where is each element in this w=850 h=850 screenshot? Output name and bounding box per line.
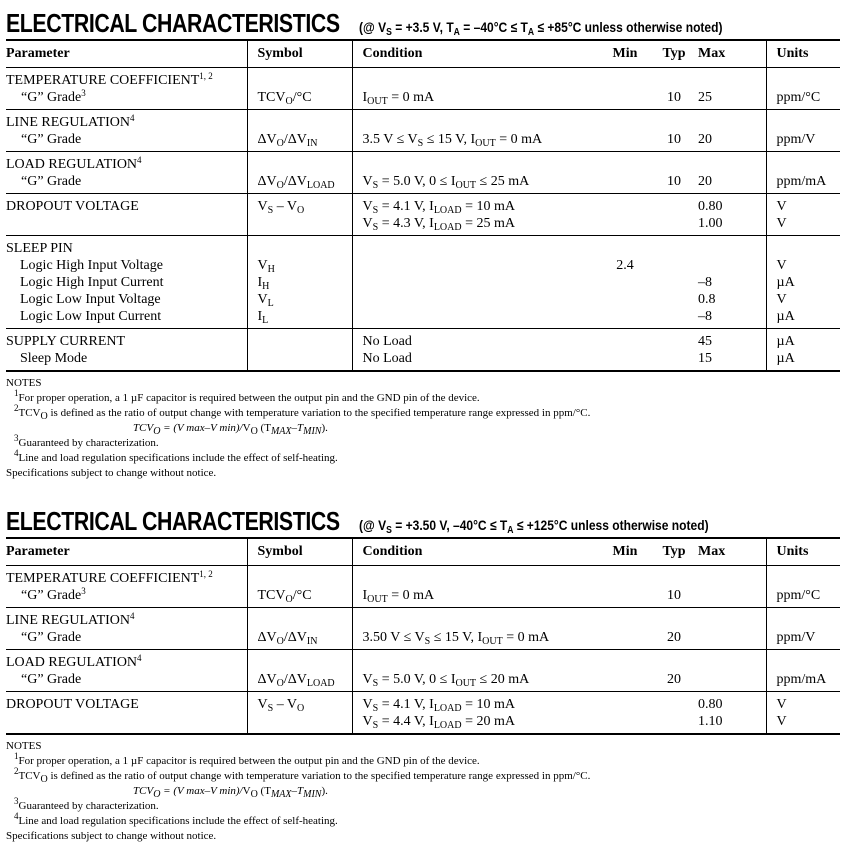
header-parameter: Parameter xyxy=(6,544,70,559)
max-cell: 0.8 xyxy=(698,292,716,307)
condition-cell: $I_{OUT} = 0$ mA xyxy=(362,588,435,605)
param-subname: Logic Low Input Current xyxy=(20,309,162,324)
test-condition: (@ $V_S = +3.50$ V, $-40^\circ C \le T_A \le +125^\circ C$ unless otherwise noted) xyxy=(358,517,709,536)
param-subname: “G” Grade$^3$ xyxy=(21,586,86,603)
param-name: DROPOUT VOLTAGE xyxy=(6,199,139,214)
units-cell: V xyxy=(776,292,787,307)
table-row xyxy=(6,608,840,650)
symbol-cell: $V_L$ xyxy=(257,292,274,309)
units-cell: V xyxy=(776,714,787,729)
param-name: SUPPLY CURRENT xyxy=(6,334,126,349)
condition-cell: No Load xyxy=(362,334,412,349)
condition-cell: 3.50 $V \le V_S \le 15$ V, $I_{OUT} = 0$ mA xyxy=(362,630,550,647)
typ-cell: 10 xyxy=(667,588,681,603)
param-subname: “G” Grade$^3$ xyxy=(21,88,86,105)
min-cell xyxy=(600,587,650,604)
symbol-cell: $I_L$ xyxy=(257,309,269,326)
table-row xyxy=(6,329,840,372)
header-min: Min xyxy=(612,544,638,559)
table-header-row xyxy=(6,538,840,566)
section-header xyxy=(6,502,840,534)
param-name: TEMPERATURE COEFFICIENT$^{1, 2}$ xyxy=(6,71,213,88)
typ-cell: 20 xyxy=(667,672,681,687)
header-units: Units xyxy=(766,40,840,68)
note-3: $^3$Guaranteed by characterization. xyxy=(14,796,159,812)
param-subname: Logic Low Input Voltage xyxy=(20,292,161,307)
notes-block xyxy=(6,739,840,844)
note-formula: $TCV_O = (V$ max–V $\min)/V_O$ $(T_{MAX}-T_{MIN})$. xyxy=(133,422,328,437)
notes-heading: NOTES xyxy=(6,740,42,752)
header-max: Max xyxy=(698,544,726,559)
units-cell: ppm/V xyxy=(776,132,816,147)
condition-cell: 3.5 $V \le V_S \le 15$ V, $I_{OUT} = 0$ mA xyxy=(362,132,543,149)
condition-cell: $V_S = 4.4$ V, $I_{LOAD} = 20$ mA xyxy=(362,714,515,731)
header-typ: Typ xyxy=(662,544,686,559)
param-name: LOAD REGULATION$^4$ xyxy=(6,653,142,670)
table-row xyxy=(6,236,840,329)
spec-table xyxy=(6,39,840,372)
symbol-cell: $TCV_O/^\circ C$ xyxy=(257,90,312,107)
min-cell xyxy=(600,291,650,308)
symbol-cell: $I_H$ xyxy=(257,275,270,292)
max-cell xyxy=(698,671,766,688)
param-name: SLEEP PIN xyxy=(6,241,73,256)
header-typ: Typ xyxy=(662,46,686,61)
table-row xyxy=(6,110,840,152)
max-cell: –8 xyxy=(698,309,712,324)
units-cell: ppm/mA xyxy=(776,174,827,189)
condition-cell: $V_S = 4.1$ V, $I_{LOAD} = 10$ mA xyxy=(362,199,515,216)
param-subname: “G” Grade xyxy=(21,132,82,147)
max-cell: 1.00 xyxy=(698,216,723,231)
symbol-cell: $V_H$ xyxy=(257,258,275,275)
units-cell: V xyxy=(776,199,787,214)
table-row xyxy=(6,692,840,735)
header-condition: Condition xyxy=(352,538,600,566)
param-subname: Logic High Input Current xyxy=(20,275,164,290)
min-cell xyxy=(600,173,650,190)
param-subname: “G” Grade xyxy=(21,630,82,645)
header-condition: Condition xyxy=(352,40,600,68)
header-min: Min xyxy=(612,46,638,61)
condition-cell: $V_S = 4.3$ V, $I_{LOAD} = 25$ mA xyxy=(362,216,515,233)
units-cell: ppm/V xyxy=(776,630,816,645)
param-subname: Sleep Mode xyxy=(20,351,88,366)
param-name: TEMPERATURE COEFFICIENT$^{1, 2}$ xyxy=(6,569,213,586)
units-cell: µA xyxy=(776,309,795,324)
condition-cell: $V_S = 5.0$ V, $0 \le I_{OUT} \le 20$ mA xyxy=(362,672,530,689)
spec-section-1 xyxy=(6,4,840,481)
table-row xyxy=(6,152,840,194)
header-symbol: Symbol xyxy=(247,40,352,68)
notes-footer: Specifications subject to change without notice. xyxy=(6,467,217,479)
symbol-cell: $TCV_O/^\circ C$ xyxy=(257,588,312,605)
table-row xyxy=(6,566,840,608)
spec-table xyxy=(6,537,840,735)
param-name: LINE REGULATION$^4$ xyxy=(6,113,135,130)
max-cell: –8 xyxy=(698,275,712,290)
table-row xyxy=(6,650,840,692)
symbol-cell: $\Delta V_O/\Delta V_{LOAD}$ xyxy=(257,672,335,689)
header-units: Units xyxy=(766,538,840,566)
max-cell: 25 xyxy=(698,90,712,105)
units-cell: µA xyxy=(776,351,795,366)
max-cell: 15 xyxy=(698,351,712,366)
units-cell: ppm/°C xyxy=(776,588,821,603)
header-max: Max xyxy=(698,46,726,61)
min-cell: 2.4 xyxy=(616,258,634,273)
param-subname: Logic High Input Voltage xyxy=(20,258,163,273)
section-header xyxy=(6,4,840,36)
symbol-cell: $\Delta V_O/\Delta V_{LOAD}$ xyxy=(257,174,335,191)
max-cell: 20 xyxy=(698,132,712,147)
note-1: $^1$For proper operation, a 1 µF capacitor is required between the output pin and the GND pin of the device. xyxy=(14,751,480,767)
table-header-row xyxy=(6,40,840,68)
param-subname: “G” Grade xyxy=(21,672,82,687)
notes-footer: Specifications subject to change without notice. xyxy=(6,830,217,842)
table-row xyxy=(6,194,840,236)
param-name: DROPOUT VOLTAGE xyxy=(6,697,139,712)
units-cell: ppm/mA xyxy=(776,672,827,687)
max-cell xyxy=(698,587,766,604)
units-cell: µA xyxy=(776,275,795,290)
param-name: LOAD REGULATION$^4$ xyxy=(6,155,142,172)
param-name: LINE REGULATION$^4$ xyxy=(6,611,135,628)
max-cell: 1.10 xyxy=(698,714,723,729)
condition-cell: No Load xyxy=(362,351,412,366)
units-cell: ppm/°C xyxy=(776,90,821,105)
units-cell: V xyxy=(776,258,787,273)
units-cell: µA xyxy=(776,334,795,349)
note-4: $^4$Line and load regulation specifications include the effect of self-heating. xyxy=(14,811,338,827)
max-cell: 0.80 xyxy=(698,199,723,214)
typ-cell: 20 xyxy=(667,630,681,645)
units-cell: V xyxy=(776,697,787,712)
max-cell: 45 xyxy=(698,334,712,349)
max-cell: 0.80 xyxy=(698,697,723,712)
note-4: $^4$Line and load regulation specifications include the effect of self-heating. xyxy=(14,448,338,464)
min-cell xyxy=(600,629,650,646)
symbol-cell: $\Delta V_O/\Delta V_{IN}$ xyxy=(257,630,318,647)
param-subname: “G” Grade xyxy=(21,174,82,189)
notes-block xyxy=(6,376,840,481)
table-row xyxy=(6,68,840,110)
max-cell xyxy=(698,629,766,646)
min-cell xyxy=(600,274,650,291)
symbol-cell: $\Delta V_O/\Delta V_{IN}$ xyxy=(257,132,318,149)
min-cell xyxy=(600,89,650,106)
note-2: $^2TCV_O$ is defined as the ratio of output change with temperature variation to the specified temperature range expressed in ppm/°C. xyxy=(14,403,591,422)
typ-cell: 10 xyxy=(667,90,681,105)
note-1: $^1$For proper operation, a 1 µF capacitor is required between the output pin and the GND pin of the device. xyxy=(14,388,480,404)
typ-cell: 10 xyxy=(667,132,681,147)
min-cell xyxy=(600,131,650,148)
units-cell: V xyxy=(776,216,787,231)
note-2: $^2TCV_O$ is defined as the ratio of output change with temperature variation to the specified temperature range expressed in ppm/°C. xyxy=(14,766,591,785)
spec-section-2 xyxy=(6,502,840,844)
condition-cell: $V_S = 5.0$ V, $0 \le I_{OUT} \le 25$ mA xyxy=(362,174,530,191)
note-3: $^3$Guaranteed by characterization. xyxy=(14,433,159,449)
section-title: ELECTRICAL CHARACTERISTICS xyxy=(6,506,340,536)
symbol-cell: $V_S - V_O$ xyxy=(257,697,305,714)
min-cell xyxy=(600,671,650,688)
section-title: ELECTRICAL CHARACTERISTICS xyxy=(6,8,340,38)
min-cell xyxy=(600,308,650,325)
test-condition: (@ $V_S = +3.5$ V, $T_A = -40^\circ C \le T_A \le +85^\circ C$ unless otherwise noted) xyxy=(358,19,723,38)
header-symbol: Symbol xyxy=(247,538,352,566)
symbol-cell: $V_S - V_O$ xyxy=(257,199,305,216)
condition-cell: $V_S = 4.1$ V, $I_{LOAD} = 10$ mA xyxy=(362,697,515,714)
condition-cell: $I_{OUT} = 0$ mA xyxy=(362,90,435,107)
notes-heading: NOTES xyxy=(6,377,42,389)
max-cell xyxy=(698,257,766,274)
header-parameter: Parameter xyxy=(6,46,70,61)
max-cell: 20 xyxy=(698,174,712,189)
typ-cell: 10 xyxy=(667,174,681,189)
note-formula: $TCV_O = (V$ max–V $\min)/V_O$ $(T_{MAX}-T_{MIN})$. xyxy=(133,785,328,800)
